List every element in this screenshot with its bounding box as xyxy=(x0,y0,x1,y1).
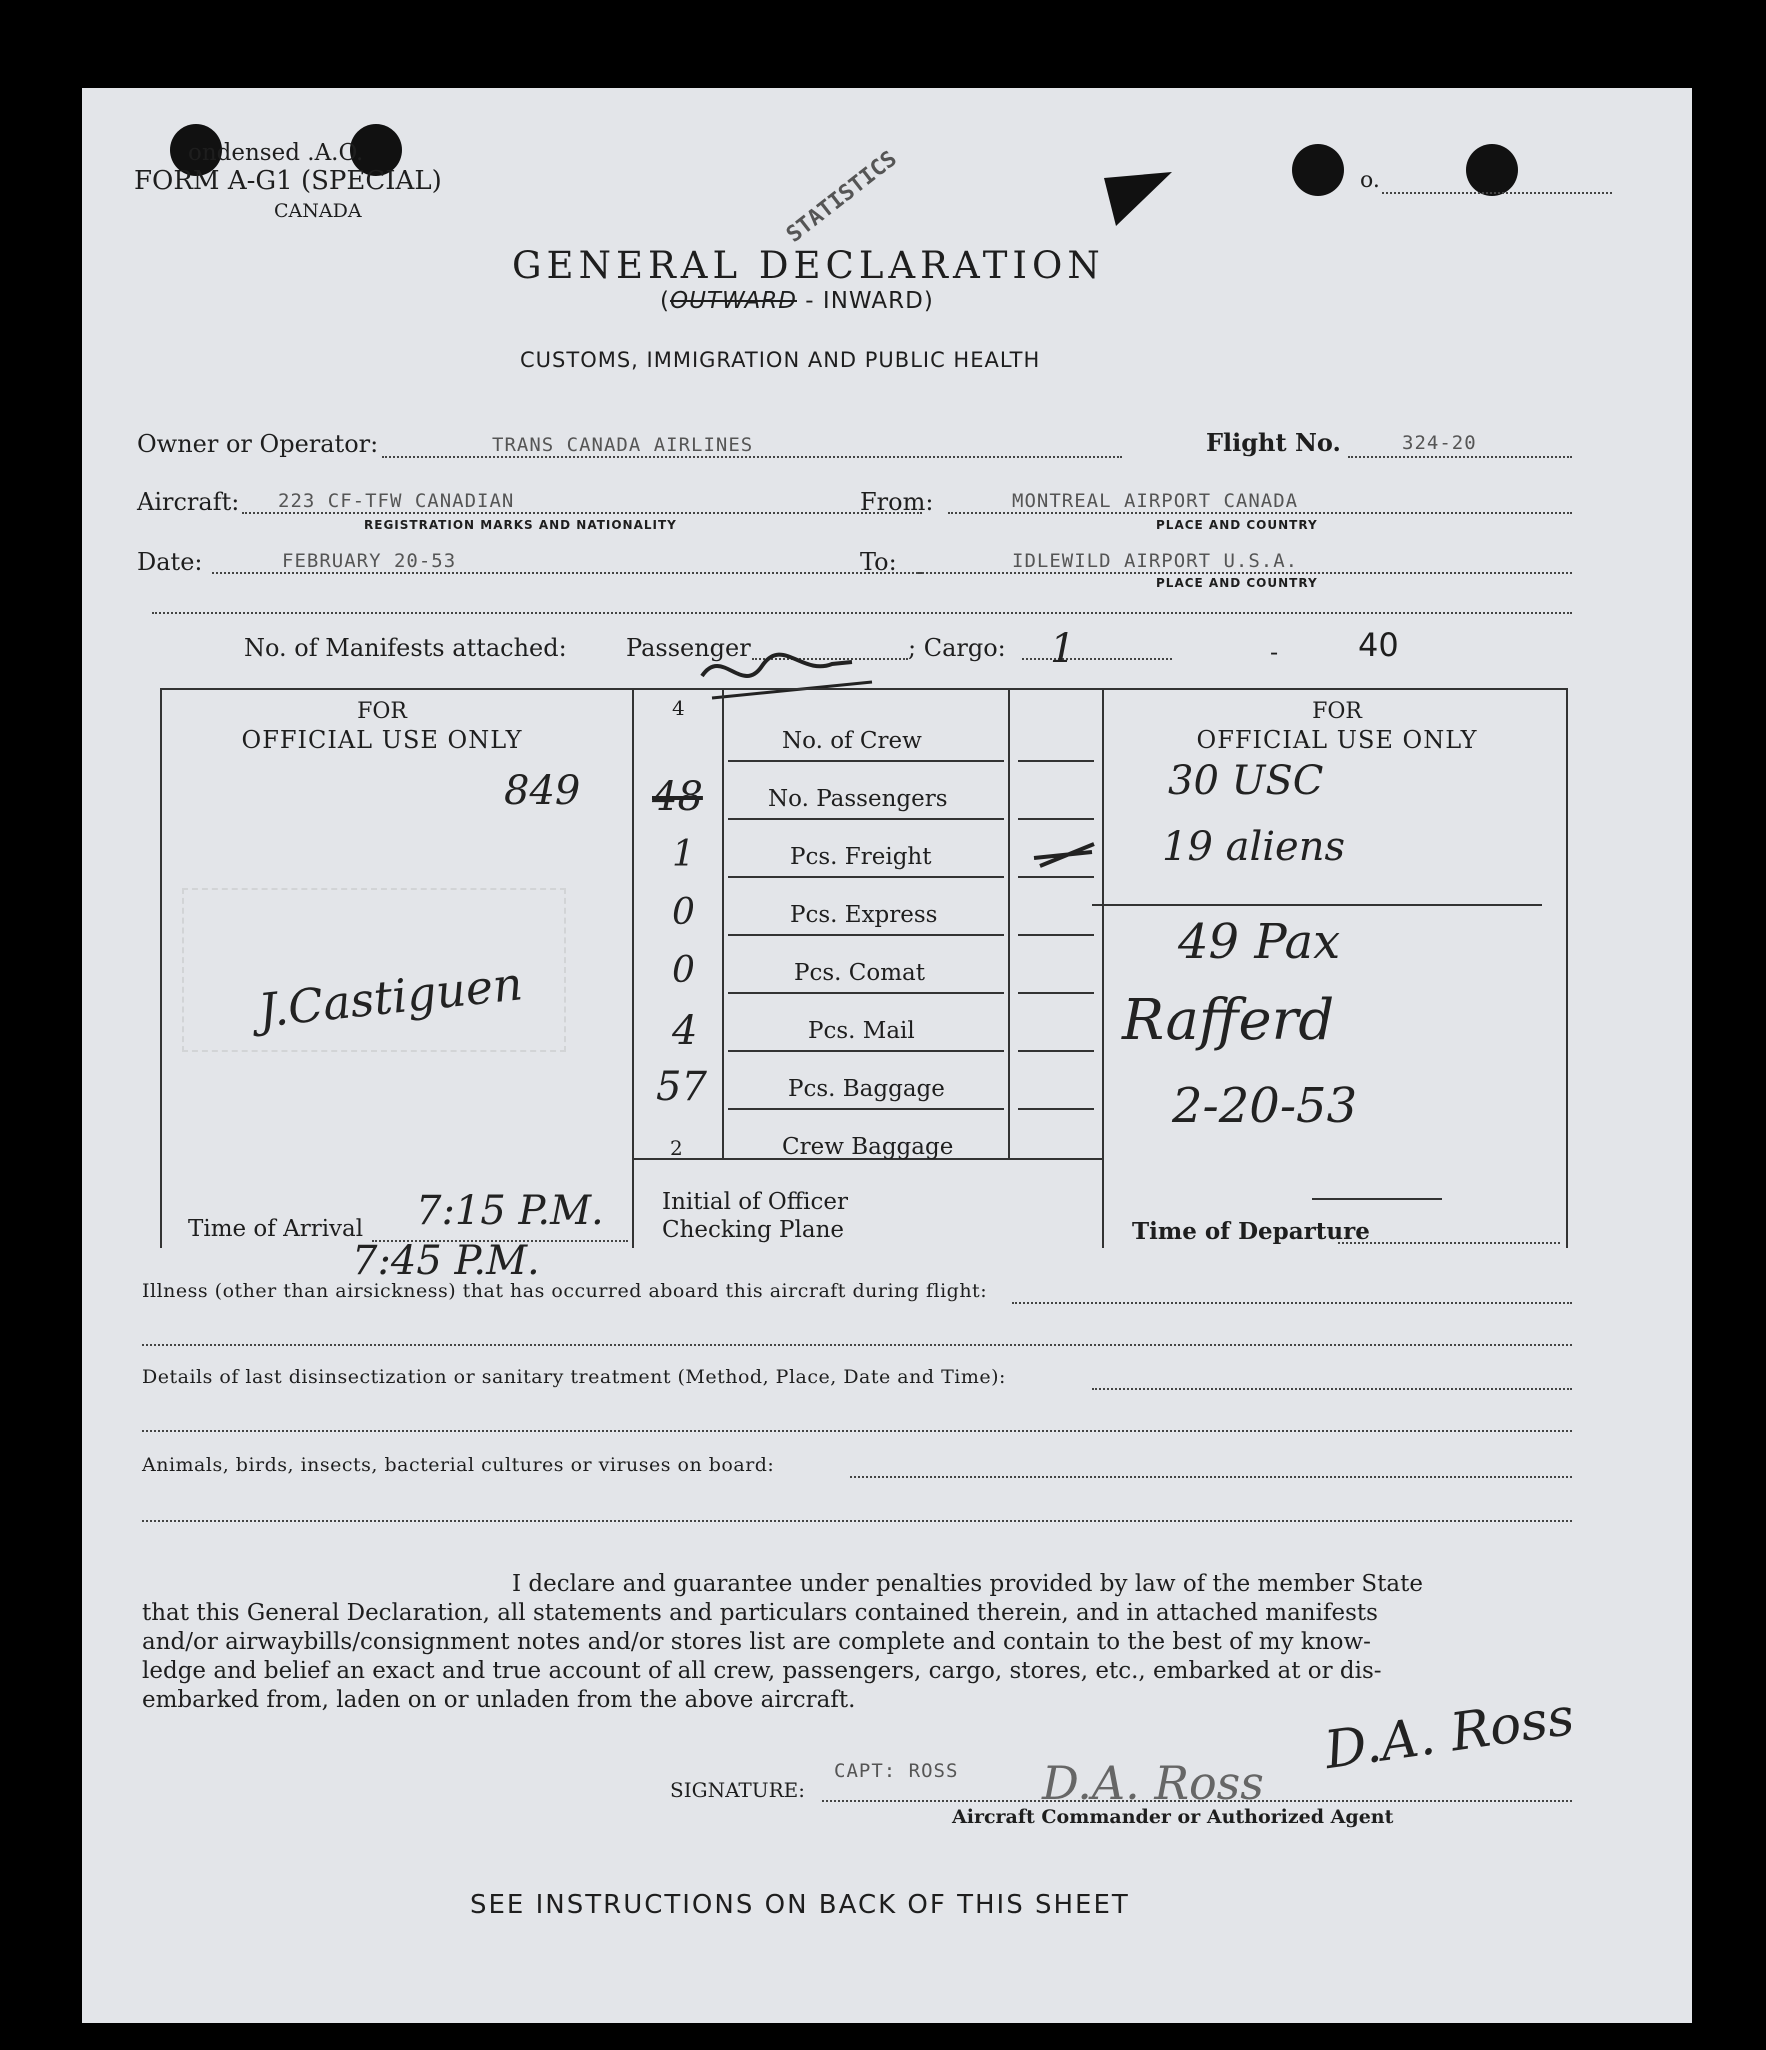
declaration-line-3: and/or airwaybills/consignment notes and/or stores list are complete and contain to the best of my know- xyxy=(142,1629,1371,1655)
triangle-mark-icon xyxy=(1102,168,1182,228)
direction-outward: OUTWARD xyxy=(669,288,797,314)
row-value-comat[interactable]: 0 xyxy=(672,950,695,991)
owner-label: Owner or Operator: xyxy=(137,430,379,458)
row-tick-3 xyxy=(1018,876,1094,878)
departure-line xyxy=(1338,1242,1560,1244)
declaration-line-4: ledge and belief an exact and true account of all crew, passengers, cargo, stores, etc., embarked at or dis- xyxy=(142,1658,1382,1684)
stamp-ghost xyxy=(182,888,566,1052)
owner-line xyxy=(382,456,1122,458)
from-value[interactable]: MONTREAL AIRPORT CANADA xyxy=(1012,490,1299,512)
official-right-line1: FOR xyxy=(1312,699,1362,724)
footer-instructions: SEE INSTRUCTIONS ON BACK OF THIS SHEET xyxy=(470,1890,1130,1920)
number-line xyxy=(1382,192,1612,194)
manifests-label: No. of Manifests attached: xyxy=(244,634,567,662)
right-note-date[interactable]: 2-20-53 xyxy=(1172,1078,1358,1134)
departure-handline xyxy=(1312,1198,1442,1200)
cargo-line xyxy=(1022,658,1172,660)
to-line xyxy=(918,572,1572,574)
date-label: Date: xyxy=(137,548,203,576)
initial-line2: Checking Plane xyxy=(662,1217,845,1243)
animals-line-2 xyxy=(142,1520,1572,1522)
form-code-line1: ondensed .A.O. xyxy=(188,140,364,166)
official-left-number[interactable]: 849 xyxy=(504,768,581,814)
to-caption: PLACE AND COUNTRY xyxy=(1156,576,1318,590)
row-value-express[interactable]: 0 xyxy=(672,892,695,933)
freight-strike-icon xyxy=(1030,836,1100,876)
signature-label: SIGNATURE: xyxy=(670,1778,806,1802)
row-value-crew-baggage[interactable]: 2 xyxy=(670,1136,683,1160)
aircraft-line xyxy=(242,512,922,514)
passenger-label: Passenger xyxy=(626,634,751,662)
animals-question: Animals, birds, insects, bacterial cultures or viruses on board: xyxy=(142,1454,775,1476)
row-label-mail: Pcs. Mail xyxy=(808,1018,915,1044)
declaration-line-2: that this General Declaration, all statements and particulars contained therein, and in attached manifests xyxy=(142,1600,1378,1626)
aircraft-value[interactable]: 223 CF-TFW CANADIAN xyxy=(278,490,515,512)
cargo-label: ; Cargo: xyxy=(908,634,1006,662)
declaration-text xyxy=(142,1570,1572,1715)
disinsect-line xyxy=(1092,1388,1572,1390)
row-label-comat: Pcs. Comat xyxy=(794,960,925,986)
flight-line xyxy=(1348,456,1572,458)
row-value-mail[interactable]: 4 xyxy=(672,1008,698,1054)
row-label-baggage: Pcs. Baggage xyxy=(788,1076,945,1102)
arrival-label: Time of Arrival xyxy=(188,1216,364,1242)
direction-inward: INWARD xyxy=(822,288,924,314)
flight-value[interactable]: 324-20 xyxy=(1402,432,1477,454)
official-left-line1: FOR xyxy=(357,699,407,724)
date-value[interactable]: FEBRUARY 20-53 xyxy=(282,550,457,572)
statistics-stamp: STATISTICS xyxy=(782,146,902,248)
row-tick-1 xyxy=(1018,760,1094,762)
row-value-crew[interactable]: 4 xyxy=(672,696,685,720)
from-label: From: xyxy=(860,488,934,516)
illness-question: Illness (other than airsickness) that has occurred aboard this aircraft during flight: xyxy=(142,1280,988,1302)
row-tick-5 xyxy=(1018,992,1094,994)
row-line-1 xyxy=(728,760,1004,762)
manifest-extra[interactable]: 40 xyxy=(1358,626,1399,664)
row-tick-6 xyxy=(1018,1050,1094,1052)
number-label: o. xyxy=(1360,168,1380,193)
initial-officer-label xyxy=(662,1188,848,1244)
col-values xyxy=(722,688,724,1158)
row-line-4 xyxy=(728,934,1004,936)
row-line-5 xyxy=(728,992,1004,994)
signature-handwritten-upper[interactable]: D.A. Ross xyxy=(1321,1686,1578,1782)
right-total-line xyxy=(1092,904,1542,906)
row-label-passengers: No. Passengers xyxy=(768,786,948,812)
disinsect-question: Details of last disinsectization or sanitary treatment (Method, Place, Date and Time): xyxy=(142,1366,1006,1388)
punch-hole-right-2 xyxy=(1466,144,1518,196)
row-label-freight: Pcs. Freight xyxy=(790,844,932,870)
row-line-7 xyxy=(728,1108,1004,1110)
table-top xyxy=(160,688,1566,690)
illness-line xyxy=(1012,1302,1572,1304)
initial-line1: Initial of Officer xyxy=(662,1189,848,1215)
right-note-total[interactable]: 49 Pax xyxy=(1178,914,1341,970)
flight-label: Flight No. xyxy=(1206,428,1341,457)
form-code-line2: FORM A-G1 (SPECIAL) xyxy=(134,166,442,196)
signature-handwritten[interactable]: D.A. Ross xyxy=(1042,1756,1264,1810)
owner-value[interactable]: TRANS CANADA AIRLINES xyxy=(492,434,754,456)
direction-line: (OUTWARD - INWARD) xyxy=(660,288,934,314)
departure-label: Time of Departure xyxy=(1132,1218,1370,1245)
direction-separator: - xyxy=(797,288,823,314)
col-official-right xyxy=(1102,688,1104,1248)
signature-typed[interactable]: CAPT: ROSS xyxy=(834,1760,959,1782)
official-left-line2: OFFICIAL USE ONLY xyxy=(241,726,523,754)
to-label: To: xyxy=(860,548,897,576)
right-note-citizens[interactable]: 30 USC xyxy=(1168,758,1324,804)
manifest-dash: - xyxy=(1270,638,1279,666)
declaration-line-1: I declare and guarantee under penalties provided by law of the member State xyxy=(512,1571,1423,1597)
disinsect-line-2 xyxy=(142,1430,1572,1432)
officer-signature[interactable]: J.Castiguen xyxy=(255,956,525,1038)
to-value[interactable]: IDLEWILD AIRPORT U.S.A. xyxy=(1012,550,1299,572)
page-title: GENERAL DECLARATION xyxy=(512,244,1105,287)
row-line-6 xyxy=(728,1050,1004,1052)
official-right-heading xyxy=(1112,698,1562,754)
row-tick-2 xyxy=(1018,818,1094,820)
table-left xyxy=(160,688,162,1248)
page-subtitle: CUSTOMS, IMMIGRATION AND PUBLIC HEALTH xyxy=(520,348,1041,372)
animals-line xyxy=(850,1476,1572,1478)
aircraft-caption: REGISTRATION MARKS AND NATIONALITY xyxy=(364,518,677,532)
row-line-2 xyxy=(728,818,1004,820)
from-line xyxy=(948,512,1572,514)
arrival-value-2[interactable]: 7:45 P.M. xyxy=(352,1238,540,1284)
right-note-aliens[interactable]: 19 aliens xyxy=(1162,824,1346,870)
aircraft-label: Aircraft: xyxy=(137,488,240,516)
row-label-crew: No. of Crew xyxy=(782,728,922,754)
row-line-3 xyxy=(728,876,1004,878)
date-line xyxy=(212,572,922,574)
row-value-freight[interactable]: 1 xyxy=(672,834,695,875)
signature-caption: Aircraft Commander or Authorized Agent xyxy=(952,1806,1394,1828)
declaration-line-5: embarked from, laden on or unladen from the above aircraft. xyxy=(142,1687,856,1713)
from-caption: PLACE AND COUNTRY xyxy=(1156,518,1318,532)
illness-line-2 xyxy=(142,1344,1572,1346)
right-note-officer[interactable]: Rafferd xyxy=(1122,988,1335,1053)
row-value-baggage[interactable]: 57 xyxy=(656,1064,707,1110)
punch-hole-right xyxy=(1292,144,1344,196)
col-official-left xyxy=(632,688,634,1248)
col-labels-end xyxy=(1008,688,1010,1158)
row-label-crew-baggage: Crew Baggage xyxy=(782,1134,954,1160)
form-sheet xyxy=(82,88,1692,2023)
official-left-heading xyxy=(182,698,582,754)
row-tick-4 xyxy=(1018,934,1094,936)
arrival-value[interactable]: 7:15 P.M. xyxy=(416,1188,604,1234)
row-label-express: Pcs. Express xyxy=(790,902,938,928)
row-tick-7 xyxy=(1018,1108,1094,1110)
table-right xyxy=(1566,688,1568,1248)
cargo-value[interactable]: 1 xyxy=(1050,626,1076,672)
row-value-passengers[interactable]: 48 xyxy=(652,774,703,820)
separator-line xyxy=(152,612,1572,614)
official-right-line2: OFFICIAL USE ONLY xyxy=(1196,726,1478,754)
form-country: CANADA xyxy=(274,200,362,222)
